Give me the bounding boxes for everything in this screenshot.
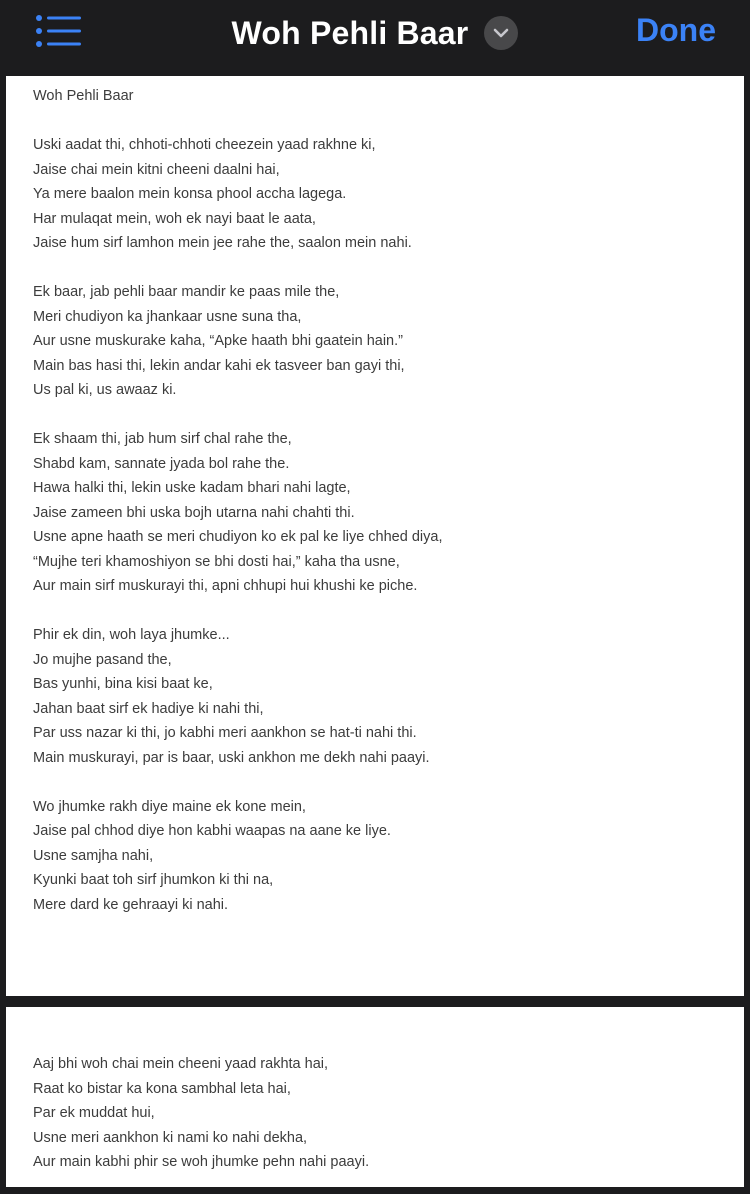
stanza-gap <box>33 770 442 795</box>
poem-line: Us pal ki, us awaaz ki. <box>33 382 177 398</box>
poem-line: Usne meri aankhon ki nami ko nahi dekha, <box>33 1129 308 1146</box>
poem-line: Jaise chai mein kitni cheeni daalni hai, <box>33 161 280 178</box>
poem-line: Jaise zameen bhi uska bojh utarna nahi chahti thi. <box>33 504 355 521</box>
poem-line: Phir ek din, woh laya jhumke... <box>33 627 230 643</box>
stanza <box>33 795 442 918</box>
stanza-gap <box>33 599 442 624</box>
stanza <box>33 280 442 403</box>
poem-line: Uski aadat thi, chhoti-chhoti cheezein yaad rakhne ki, <box>33 137 376 153</box>
poem-line: Jaise pal chhod diye hon kabhi waapas na aane ke liye. <box>33 823 391 839</box>
stanza-list <box>33 133 442 917</box>
poem-line: Aaj bhi woh chai mein cheeni yaad rakhta hai, <box>33 1056 329 1072</box>
poem-line: Hawa halki thi, lekin uske kadam bhari nahi lagte, <box>33 480 351 496</box>
poem-line: Aur main kabhi phir se woh jhumke pehn nahi paayi. <box>33 1154 370 1170</box>
poem-line: Ek baar, jab pehli baar mandir ke paas mile the, <box>33 284 340 300</box>
stanza <box>33 623 442 770</box>
poem-line: Usne samjha nahi, <box>33 847 154 864</box>
poem-line: Har mulaqat mein, woh ek nayi baat le aata, <box>33 210 316 227</box>
poem-line: Usne apne haath se meri chudiyon ko ek pal ke liye chhed diya, <box>33 529 443 545</box>
stanza-list <box>33 1052 369 1175</box>
poem-line: Ya mere baalon mein konsa phool accha lagega. <box>33 186 347 202</box>
poem-line: Wo jhumke rakh diye maine ek kone mein, <box>33 798 306 815</box>
poem-line: Main bas hasi thi, lekin andar kahi ek tasveer ban gayi thi, <box>33 357 405 374</box>
poem-line: Jo mujhe pasand the, <box>33 651 172 668</box>
poem-line: Kyunki baat toh sirf jhumkon ki thi na, <box>33 872 274 888</box>
document-page-1 <box>6 76 744 996</box>
document-title[interactable]: Woh Pehli Baar <box>231 14 469 51</box>
page-content <box>33 84 442 917</box>
poem-line: Par uss nazar ki thi, jo kabhi meri aankhon se hat-ti nahi thi. <box>33 725 417 741</box>
stanza-gap <box>33 256 442 281</box>
poem-line: Aur usne muskurake kaha, “Apke haath bhi gaatein hain.” <box>33 333 403 349</box>
stanza-gap <box>33 109 442 134</box>
stanza <box>33 1052 369 1175</box>
done-button[interactable]: Done <box>636 12 716 48</box>
document-page-2 <box>6 1007 744 1187</box>
poem-line: Raat ko bistar ka kona sambhal leta hai, <box>33 1080 291 1097</box>
poem-line: Shabd kam, sannate jyada bol rahe the. <box>33 455 290 472</box>
poem-line: Main muskurayi, par is baar, uski ankhon me dekh nahi paayi. <box>33 749 430 766</box>
poem-line: Mere dard ke gehraayi ki nahi. <box>33 896 229 913</box>
page-content <box>33 1052 369 1175</box>
poem-line: Ek shaam thi, jab hum sirf chal rahe the, <box>33 431 292 447</box>
poem-line: Jahan baat sirf ek hadiye ki nahi thi, <box>33 700 264 717</box>
poem-line: “Mujhe teri khamoshiyon se bhi dosti hai,” kaha tha usne, <box>33 553 400 570</box>
stanza <box>33 133 442 256</box>
poem-line: Aur main sirf muskurayi thi, apni chhupi hui khushi ke piche. <box>33 578 418 594</box>
navigation-bar <box>0 0 750 76</box>
poem-line: Par ek muddat hui, <box>33 1105 155 1121</box>
stanza-gap <box>33 403 442 428</box>
document-heading: Woh Pehli Baar <box>33 88 134 104</box>
poem-line: Bas yunhi, bina kisi baat ke, <box>33 676 213 692</box>
list-icon[interactable] <box>34 14 84 50</box>
stanza <box>33 427 442 599</box>
poem-line: Meri chudiyon ka jhankaar usne suna tha, <box>33 308 302 325</box>
chevron-down-icon[interactable] <box>484 16 518 50</box>
poem-line: Jaise hum sirf lamhon mein jee rahe the, saalon mein nahi. <box>33 235 412 251</box>
